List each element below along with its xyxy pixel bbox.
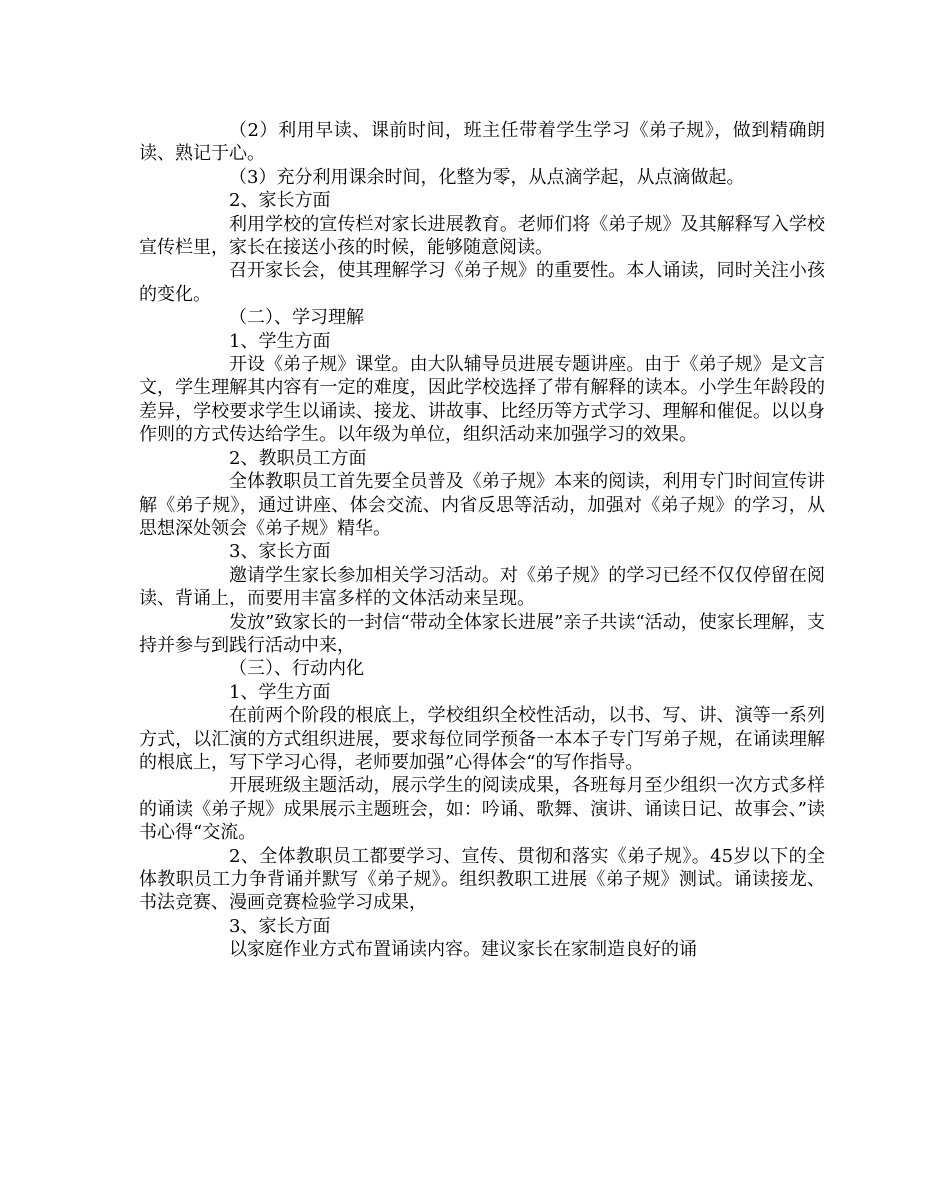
document-page — [139, 119, 825, 962]
paragraph: 召开家长会，使其理解学习《弟子规》的重要性。本人诵读，同时关注小孩的变化。 — [139, 260, 825, 305]
paragraph: 开展班级主题活动，展示学生的阅读成果，各班每月至少组织一次方式多样的诵读《弟子规》成果展示主题班会，如：吟诵、歌舞、演讲、诵读日记、故事会、”读书心得“交流。 — [139, 775, 825, 844]
paragraph: （3）充分利用课余时间，化整为零，从点滴学起，从点滴做起。 — [229, 166, 745, 188]
paragraph: 全体教职员工首先要全员普及《弟子规》本来的阅读，利用专门时间宣传讲解《弟子规》，通过讲座、体会交流、内省反思等活动，加强对《弟子规》的学习，从思想深处领会《弟子规》精华。 — [139, 471, 825, 539]
section-heading: 1、学生方面 — [229, 330, 331, 352]
paragraph: 发放”致家长的一封信“带动全体家长进展”亲子共读“活动，使家长理解，支持并参与到践行活动中来， — [139, 611, 825, 656]
paragraph: （2）利用早读、课前时间，班主任带着学生学习《弟子规》，做到精确朗读、熟记于心。 — [139, 120, 825, 165]
paragraph: 以家庭作业方式布置诵读内容。建议家长在家制造良好的诵 — [229, 939, 697, 961]
paragraph: 2、全体教职员工都要学习、宣传、贯彻和落实《弟子规》。45岁以下的全体教职员工力争背诵并默写《弟子规》。组织教职工进展《弟子规》测试。诵读接龙、书法竞赛、漫画竞赛检验学习成果， — [139, 845, 825, 914]
paragraph: 开设《弟子规》课堂。由大队辅导员进展专题讲座。由于《弟子规》是文言文，学生理解其内容有一定的难度，因此学校选择了带有解释的读本。小学生年龄段的差异，学校要求学生以诵读、接龙、讲故事、比经历等方式学习、理解和催促。以以身作则的方式传达给学生。以年级为单位，组织活动来加强学习的效果。 — [139, 354, 825, 446]
section-heading: （二）、学习理解 — [229, 307, 364, 329]
paragraph: 利用学校的宣传栏对家长进展教育。老师们将《弟子规》及其解释写入学校宣传栏里，家长在接送小孩的时候，能够随意阅读。 — [139, 213, 825, 259]
section-heading: 3、家长方面 — [229, 541, 331, 563]
section-heading: 1、学生方面 — [229, 681, 331, 703]
section-heading: （三）、行动内化 — [229, 658, 364, 680]
section-heading: 2、家长方面 — [229, 190, 331, 212]
paragraph: 邀请学生家长参加相关学习活动。对《弟子规》的学习已经不仅仅停留在阅读、背诵上，而要用丰富多样的文体活动来呈现。 — [139, 564, 825, 610]
paragraph: 在前两个阶段的根底上，学校组织全校性活动，以书、写、讲、演等一系列方式，以汇演的方式组织进展，要求每位同学预备一本本子专门写弟子规，在诵读理解的根底上，写下学习心得，老师要加强”心得体会“的写作指导。 — [139, 705, 825, 773]
section-heading: 2、教职员工方面 — [229, 447, 367, 469]
section-heading: 3、家长方面 — [229, 915, 331, 937]
